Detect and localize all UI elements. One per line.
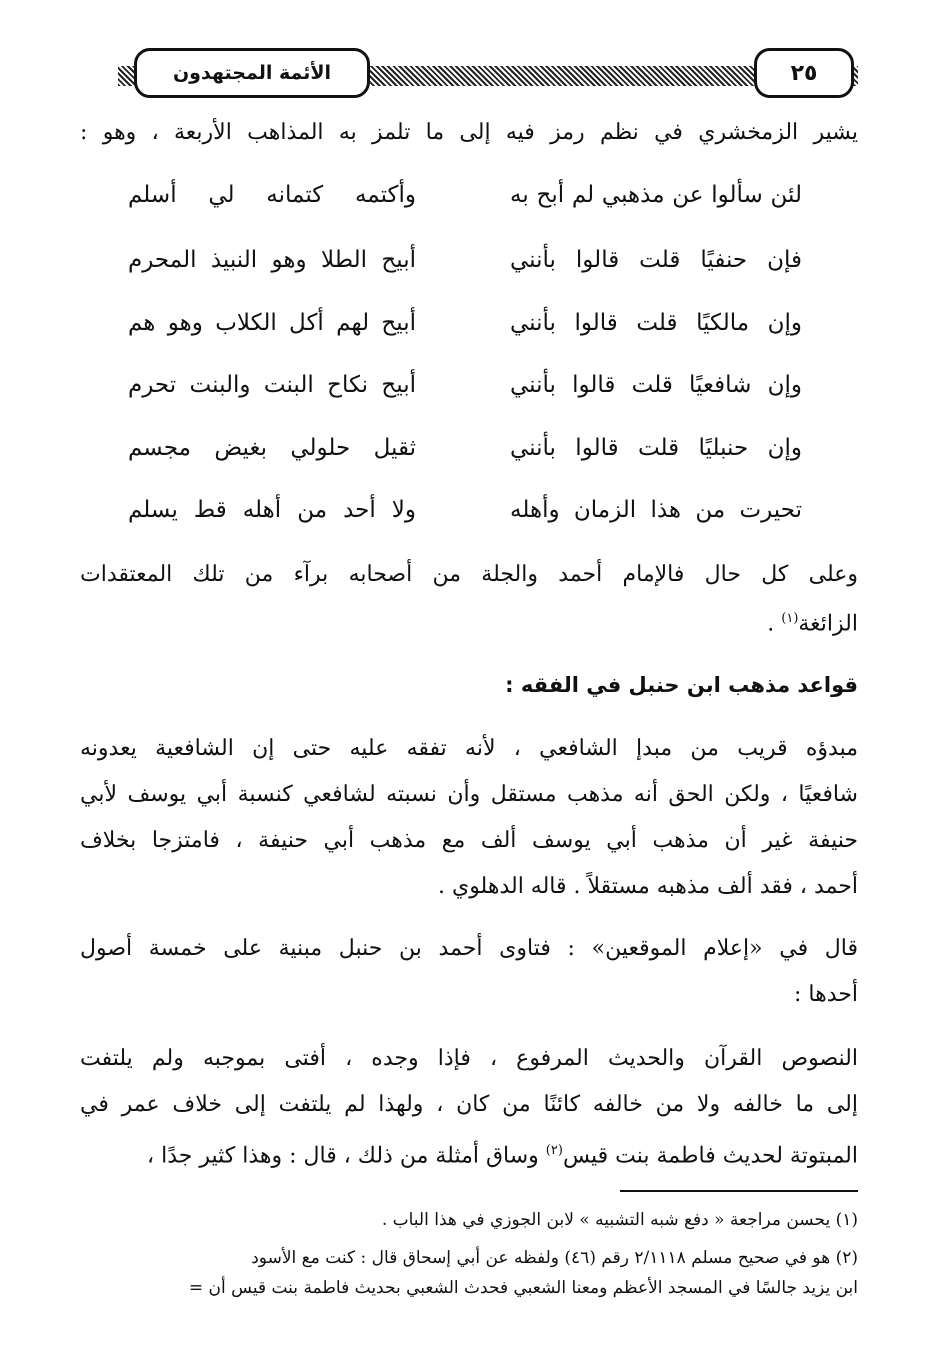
verse-5-second: ثقيل حلولي بغيض مجسم — [128, 435, 416, 461]
para2-line1: مبدؤه قريب من مبدإ الشافعي ، لأنه تفقه عليه حتى إن الشافعية يعدونه — [80, 736, 858, 761]
para4-line3 — [80, 1136, 858, 1171]
footnote-ref-2[interactable]: (٢) — [545, 1143, 563, 1158]
para4-line3-text-b: وساق أمثلة من ذلك ، قال : وهذا كثير جدًا ، — [147, 1143, 546, 1169]
page-number: ٢٥ — [754, 48, 854, 98]
para2-line4: أحمد ، فقد ألف مذهبه مستقلاً . قاله الدهلوي . — [437, 874, 858, 899]
verse-5-first: وإن حنبليًا قلت قالوا بأنني — [510, 435, 802, 461]
verse-6-first: تحيرت من هذا الزمان وأهله — [510, 497, 802, 523]
verse-3-second: أبيح لهم أكل الكلاب وهو هم — [128, 310, 416, 336]
footnote-1: (١) يحسن مراجعة « دفع شبه التشبيه » لابن الجوزي في هذا الباب . — [381, 1210, 858, 1230]
footnote-ref-1[interactable]: (١) — [781, 611, 799, 626]
verse-1-second: وأكتمه كتمانه لي أسلم — [128, 182, 416, 208]
para2-line2: شافعيًا ، ولكن الحق أنه مذهب مستقل وأن نسبته لشافعي كنسبة أبي يوسف لأبي — [80, 782, 858, 807]
verse-4-first: وإن شافعيًا قلت قالوا بأنني — [510, 372, 802, 398]
para4-line3-text-a: المبتوتة لحديث فاطمة بنت قيس — [562, 1143, 858, 1169]
para4-line1: النصوص القرآن والحديث المرفوع ، فإذا وجده ، أفتى بموجبه ولم يلتفت — [80, 1046, 858, 1071]
footnote-2: (٢) هو في صحيح مسلم ٢/١١١٨ رقم (٤٦) ولفظه عن أبي إسحاق قال : كنت مع الأسود — [251, 1248, 858, 1268]
para3-line2: أحدها : — [794, 982, 858, 1007]
verse-3-first: وإن مالكيًا قلت قالوا بأنني — [510, 310, 802, 336]
footnote-2-cont: ابن يزيد جالسًا في المسجد الأعظم ومعنا الشعبي فحدث الشعبي بحديث فاطمة بنت قيس أن = — [188, 1278, 858, 1298]
verse-6-second: ولا أحد من أهله قط يسلم — [128, 497, 416, 523]
para1-line1: وعلى كل حال فالإمام أحمد والجلة من أصحابه برآء من تلك المعتقدات — [80, 562, 858, 587]
verse-2-second: أبيح الطلا وهو النبيذ المحرم — [128, 247, 416, 273]
footnote-divider — [620, 1190, 858, 1192]
page-header — [118, 48, 858, 100]
running-title: الأئمة المجتهدون — [134, 48, 370, 98]
intro-line: يشير الزمخشري في نظم رمز فيه إلى ما تلمز به المذاهب الأربعة ، وهو : — [80, 120, 858, 145]
para1-line2-text: الزائغة — [798, 611, 858, 637]
para2-line3: حنيفة غير أن مذهب أبي يوسف ألف مع مذهب أبي حنيفة ، فامتزجا بخلاف — [80, 828, 858, 853]
verse-2-first: فإن حنفيًا قلت قالوا بأنني — [510, 247, 802, 273]
verse-4-second: أبيح نكاح البنت والبنت تحرم — [128, 372, 416, 398]
para1-line2 — [80, 604, 858, 639]
para1-line2-end: . — [767, 611, 782, 637]
verse-1-first: لئن سألوا عن مذهبي لم أبح به — [510, 182, 802, 208]
section-heading: قواعد مذهب ابن حنبل في الفقه : — [505, 673, 858, 697]
para3-line1: قال في «إعلام الموقعين» : فتاوى أحمد بن حنبل مبنية على خمسة أصول — [80, 936, 858, 961]
para4-line2: إلى ما خالفه ولا من خالفه كائنًا من كان ، ولهذا لم يلتفت إلى خلاف عمر في — [80, 1092, 858, 1117]
